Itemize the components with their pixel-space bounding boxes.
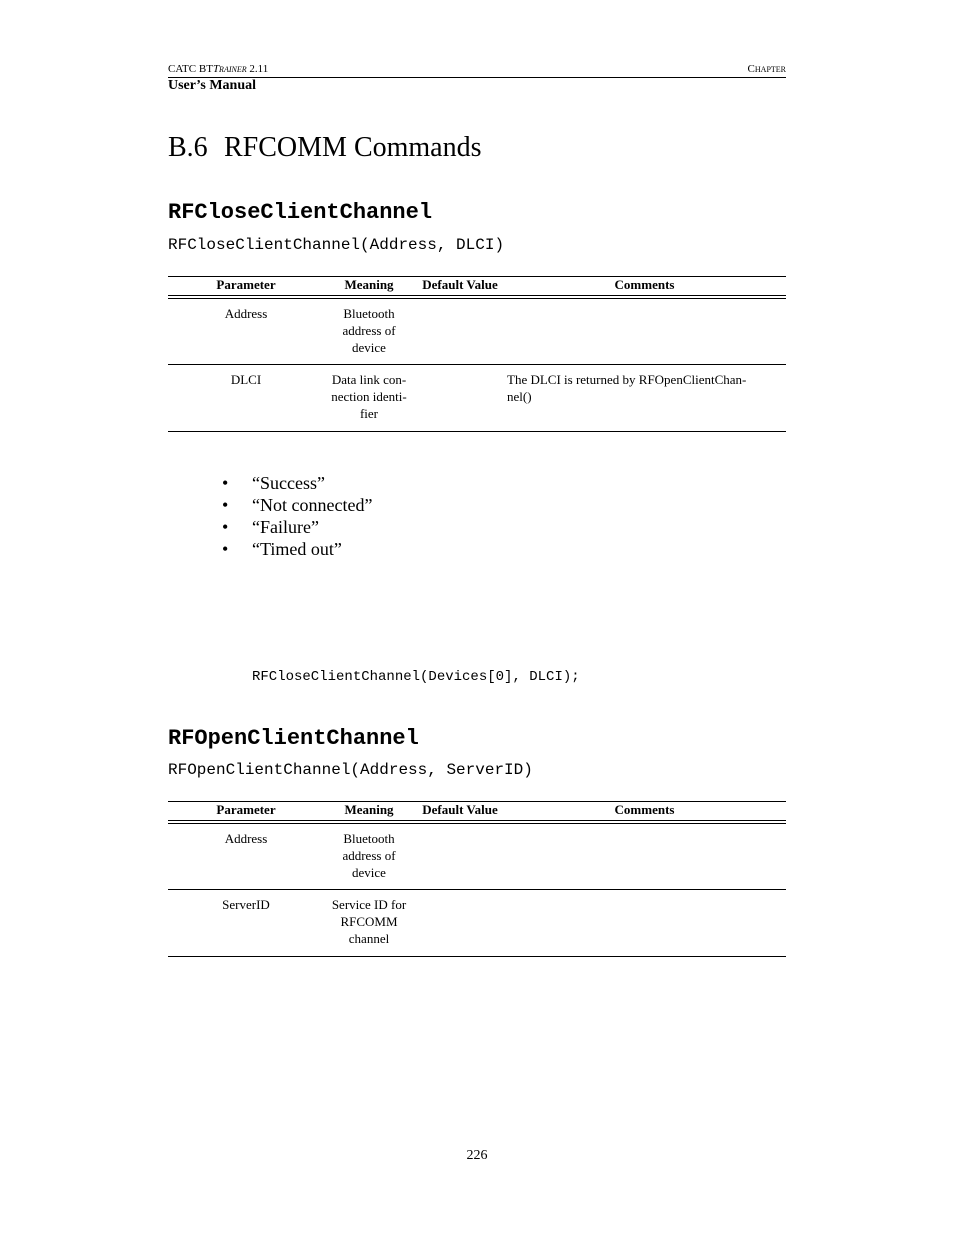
param-meaning: Data link con- nection identi- fier [331,372,407,421]
param-name: Address [224,306,268,321]
param-meaning: Bluetooth address of device [342,306,396,355]
list-item: • “Failure” [222,517,319,537]
parameter-table [168,276,786,432]
bullet-icon: • [222,517,229,537]
header-rule [168,77,786,78]
param-meaning: Bluetooth address of device [342,831,396,880]
table-row [168,824,786,890]
table-row [168,890,786,957]
bullet-icon: • [222,495,229,515]
section-number: B.6 [168,132,208,163]
list-item: • “Timed out” [222,539,342,559]
parameter-table [168,801,786,957]
param-name: Address [224,831,268,846]
list-item: • “Not connected” [222,495,373,515]
table-header-row [168,276,786,295]
param-comment: The DLCI is returned by RFOpenClientChan- nel() [507,372,747,404]
table-row [168,299,786,365]
header-default-value: Default Value [422,277,498,292]
command-heading: RFOpenClientChannel [168,726,419,751]
header-parameter: Parameter [216,802,276,817]
header-parameter: Parameter [216,277,276,292]
param-meaning: Service ID for RFCOMM channel [331,897,407,946]
command-signature: RFOpenClientChannel(Address, ServerID) [168,761,533,779]
header-comments: Comments [614,802,675,817]
page-number: 226 [466,1148,488,1163]
header-meaning: Meaning [344,802,394,817]
list-item: • “Success” [222,473,325,493]
manual-label: User’s Manual [168,78,257,93]
bullet-icon: • [222,473,229,493]
table-row [168,365,786,432]
section-name: RFCOMM Commands [224,132,482,163]
section-title [168,132,482,164]
product-name: CATC BTTrainer 2.11 [168,63,269,75]
code-example: RFCloseClientChannel(Devices[0], DLCI); [252,669,580,685]
header-meaning: Meaning [344,277,394,292]
command-signature: RFCloseClientChannel(Address, DLCI) [168,236,505,254]
return-values-list [222,472,372,560]
command-heading: RFCloseClientChannel [168,200,433,225]
param-name: DLCI [230,372,262,387]
header-comments: Comments [614,277,675,292]
param-name: ServerID [222,897,270,912]
product-trainer: Trainer [212,63,247,75]
bullet-icon: • [222,539,229,559]
header-default-value: Default Value [422,802,498,817]
table-header-row [168,801,786,820]
chapter-label: Chapter [747,63,786,75]
